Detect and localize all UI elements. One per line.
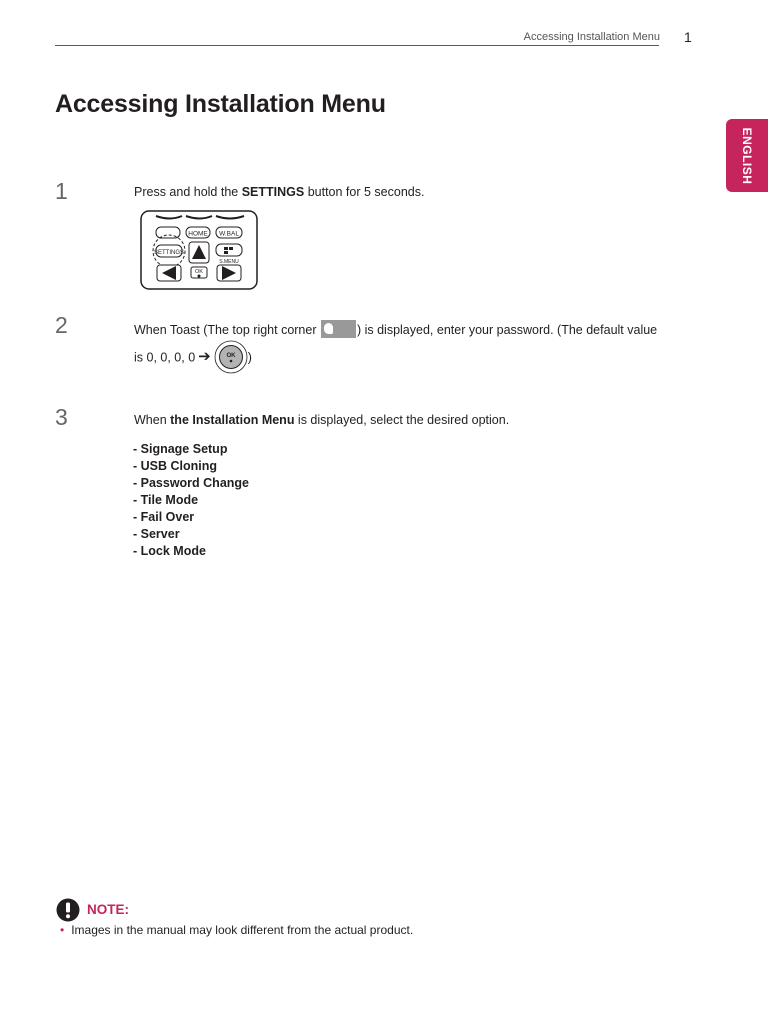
header-divider [55,45,659,46]
option-server: - Server [133,527,180,541]
step-2-text: When Toast (The top right corner ) is displayed, enter your password. (The default value [134,320,657,338]
step-3-number: 3 [55,404,68,430]
option-lock-mode: - Lock Mode [133,544,206,558]
page-number: 1 [684,29,692,45]
svg-text:OK: OK [226,353,236,359]
installation-menu-keyword: the Installation Menu [170,413,295,427]
home-button-label: HOME [188,230,208,238]
option-fail-over: - Fail Over [133,510,195,524]
option-tile-mode: - Tile Mode [133,493,199,507]
note-bullet: • [60,923,65,937]
step-1-number: 1 [55,178,68,204]
ok-label: OK [195,269,203,275]
smenu-label: S.MENU [219,259,239,265]
remote-control-illustration [140,210,258,290]
option-password-change: - Password Change [133,476,249,490]
page-title: Accessing Installation Menu [55,90,386,118]
step-1-text: Press and hold the SETTINGS button for 5 seconds. [134,185,425,199]
wbal-button-label: W.BAL [219,230,239,238]
exclamation-icon [56,898,80,922]
settings-keyword: SETTINGS [241,185,305,199]
running-header: Accessing Installation Menu [523,31,660,43]
option-signage-setup: - Signage Setup [133,442,228,456]
arrow-right-icon: ➔ [198,348,211,366]
language-tab-label: ENGLISH [740,127,754,184]
settings-button-label: SETTINGS [153,250,185,256]
note-label: NOTE: [87,902,129,917]
step-3-text: When the Installation Menu is displayed, select the desired option. [134,413,510,427]
step-2-line-2: is 0, 0, 0, 0 ➔ OK ) [134,341,252,375]
language-tab [726,119,768,192]
installation-options-list [133,441,249,560]
option-usb-cloning: - USB Cloning [133,459,218,473]
step-2-number: 2 [55,312,68,338]
toast-icon [321,320,356,338]
ok-button-icon [214,340,248,374]
note-item: • Images in the manual may look different from the actual product. [60,923,414,937]
